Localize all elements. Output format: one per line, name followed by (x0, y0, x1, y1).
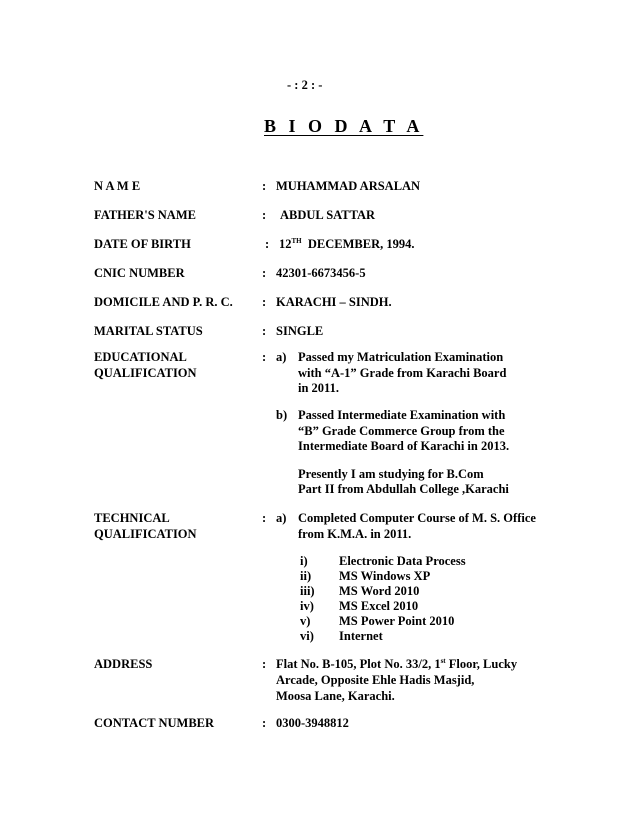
course-item-number: iii) (300, 584, 315, 598)
dob-rest: DECEMBER, 1994. (307, 237, 415, 251)
course-item-number: vi) (300, 629, 314, 643)
dob-label: DATE OF BIRTH (94, 237, 191, 251)
education-b-line: Intermediate Board of Karachi in 2013. (298, 439, 510, 453)
technical-label-line2: QUALIFICATION (94, 527, 197, 541)
dob-day-suffix: TH (291, 236, 302, 245)
technical-colon: : (262, 511, 267, 525)
course-item-text: MS Windows XP (339, 569, 431, 583)
address-line2: Arcade, Opposite Ehle Hadis Masjid, (276, 673, 475, 687)
technical-a-marker: a) (276, 511, 287, 525)
father-name-value: ABDUL SATTAR (280, 208, 376, 222)
education-present-line: Part II from Abdullah College ,Karachi (298, 482, 509, 496)
address-line3: Moosa Lane, Karachi. (276, 689, 395, 703)
technical-label-line1: TECHNICAL (94, 511, 170, 525)
course-item-number: v) (300, 614, 311, 628)
cnic-label: CNIC NUMBER (94, 266, 185, 280)
cnic-colon: : (262, 266, 267, 280)
page-number: - : 2 : - (287, 78, 323, 92)
technical-a-line: Completed Computer Course of M. S. Office (298, 511, 536, 525)
name-colon: : (262, 179, 267, 193)
marital-status-colon: : (262, 324, 267, 338)
education-present-line: Presently I am studying for B.Com (298, 467, 484, 481)
education-label-line2: QUALIFICATION (94, 366, 197, 380)
education-a-line: in 2011. (298, 381, 339, 395)
course-item-text: MS Word 2010 (339, 584, 420, 598)
dob-day: 12 (279, 237, 292, 251)
education-a-line: with “A-1” Grade from Karachi Board (298, 366, 507, 380)
name-value: MUHAMMAD ARSALAN (276, 179, 421, 193)
domicile-label: DOMICILE AND P. R. C. (94, 295, 233, 309)
address-line1 (276, 657, 517, 672)
contact-number-value: 0300-3948812 (276, 716, 349, 730)
education-a-line: Passed my Matriculation Examination (298, 350, 504, 364)
technical-a-line: from K.M.A. in 2011. (298, 527, 412, 541)
education-label-line1: EDUCATIONAL (94, 350, 187, 364)
address-line1-start: Flat No. B-105, Plot No. 33/2, 1 (276, 657, 441, 671)
domicile-colon: : (262, 295, 267, 309)
education-a-marker: a) (276, 350, 287, 364)
address-floor-suffix: st (440, 656, 446, 665)
dob-value (279, 237, 414, 252)
marital-status-value: SINGLE (276, 324, 324, 338)
name-label: N A M E (94, 179, 141, 193)
cnic-value: 42301-6673456-5 (276, 266, 366, 280)
father-name-label: FATHER'S NAME (94, 208, 196, 222)
page-title: B I O D A T A (264, 116, 424, 136)
address-colon: : (262, 657, 267, 671)
course-item-text: MS Excel 2010 (339, 599, 419, 613)
course-item-number: ii) (300, 569, 312, 583)
education-colon: : (262, 350, 267, 364)
address-line1-end: Floor, Lucky (448, 657, 518, 671)
dob-colon: : (265, 237, 270, 251)
contact-number-colon: : (262, 716, 267, 730)
education-b-marker: b) (276, 408, 288, 422)
course-item-number: i) (300, 554, 308, 568)
education-b-line: “B” Grade Commerce Group from the (298, 424, 505, 438)
course-item-text: Internet (339, 629, 383, 643)
contact-number-label: CONTACT NUMBER (94, 716, 215, 730)
course-item-text: Electronic Data Process (339, 554, 466, 568)
education-b-line: Passed Intermediate Examination with (298, 408, 506, 422)
father-name-colon: : (262, 208, 267, 222)
address-label: ADDRESS (94, 657, 153, 671)
marital-status-label: MARITAL STATUS (94, 324, 203, 338)
domicile-value: KARACHI – SINDH. (276, 295, 392, 309)
course-item-text: MS Power Point 2010 (339, 614, 455, 628)
course-item-number: iv) (300, 599, 314, 613)
